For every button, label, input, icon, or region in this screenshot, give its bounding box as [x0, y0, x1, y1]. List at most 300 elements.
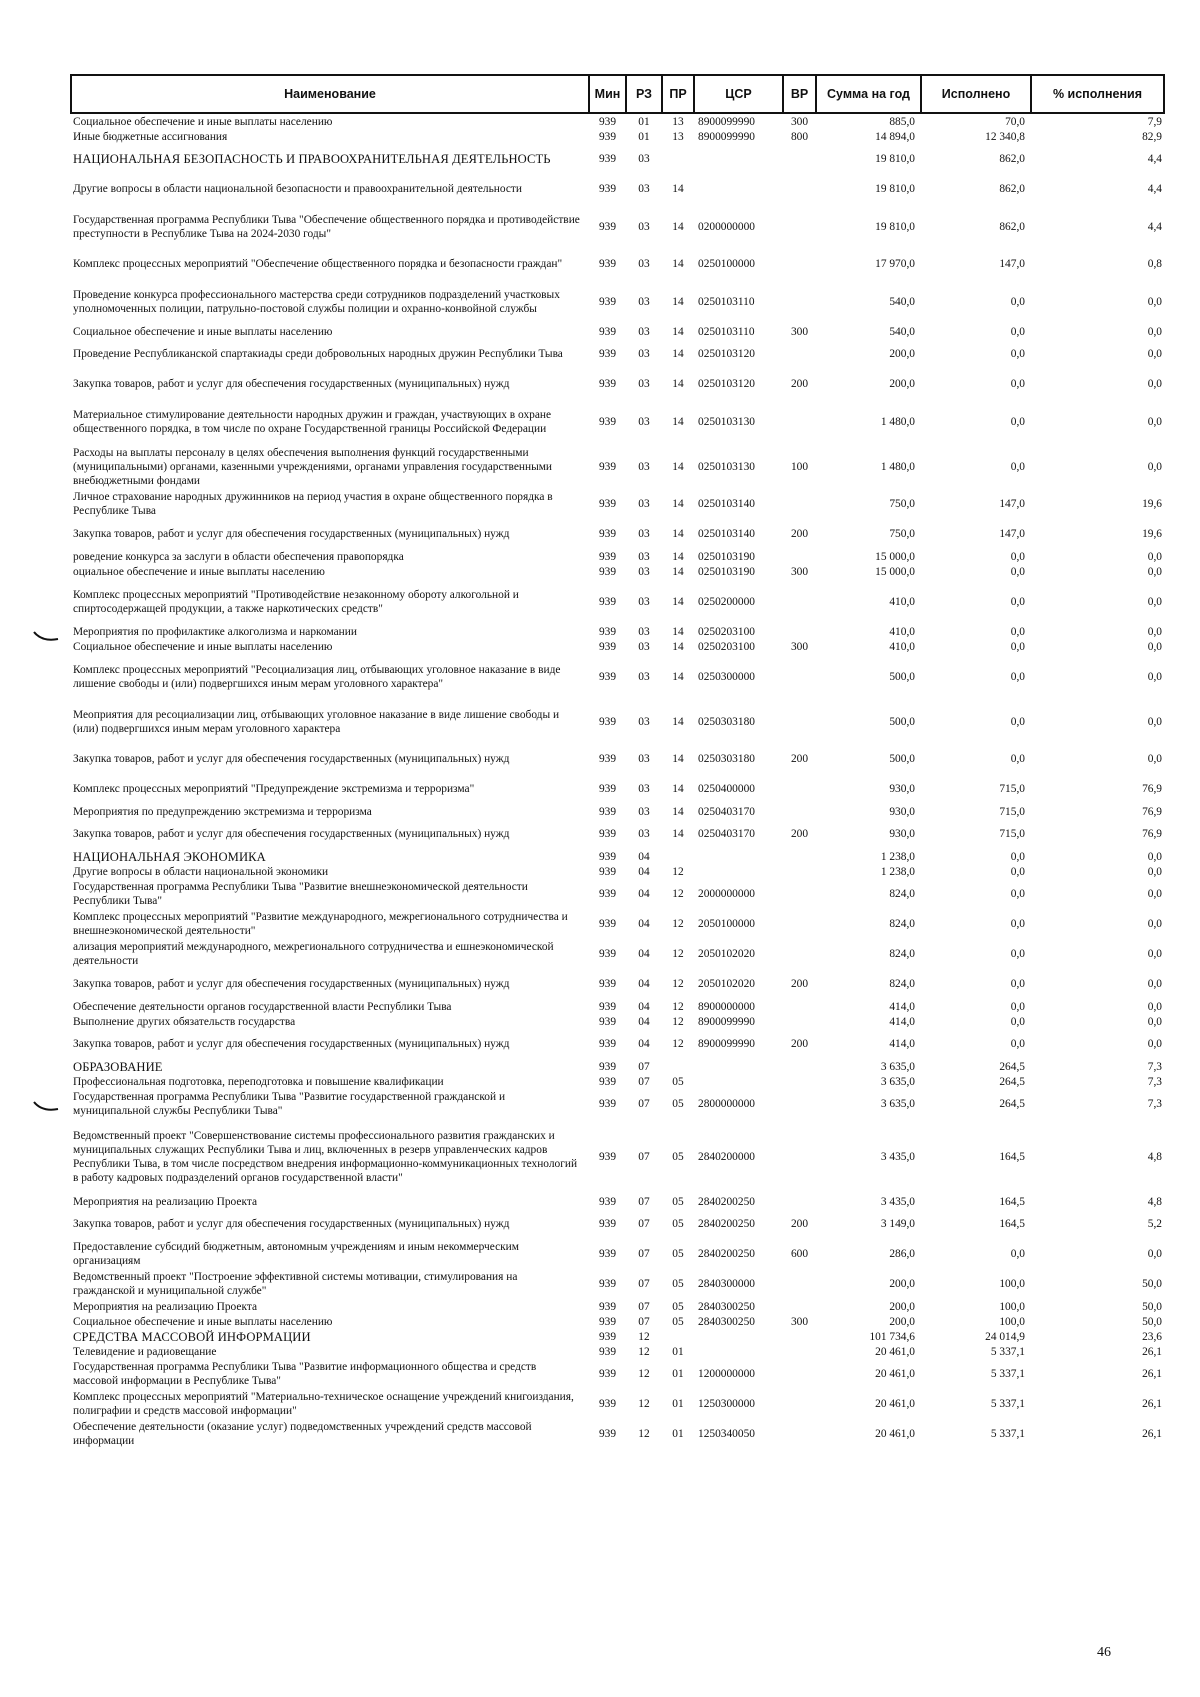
row-min: 939: [598, 753, 617, 765]
row-rz: 07: [638, 1315, 650, 1328]
row-min: 939: [598, 918, 617, 930]
row-vr: [783, 339, 816, 369]
row-name: НАЦИОНАЛЬНАЯ БЕЗОПАСНОСТЬ И ПРАВООХРАНИТЕЛЬНАЯ ДЕЯТЕЛЬНОСТЬ: [73, 152, 551, 166]
row-min: 939: [598, 1075, 617, 1088]
row-vr: [783, 1344, 816, 1359]
row-name: Комплекс процессных мероприятий "Противодействие незаконному обороту алкогольной и спиртосодержащей продукции, а также наркотических средств": [73, 588, 519, 615]
row-vr: [783, 1194, 816, 1209]
row-pr: 01: [672, 1345, 684, 1358]
row-csr: [694, 1329, 783, 1344]
row-name: Закупка товаров, работ и услуг для обеспечения государственных (муниципальных) нужд: [73, 753, 510, 765]
row-executed: 5 337,1: [990, 1368, 1025, 1380]
table-row: [71, 1329, 1164, 1344]
row-name: оциальное обеспечение и иные выплаты населению: [73, 565, 325, 578]
row-executed: 0,0: [1010, 295, 1025, 308]
row-pr: 05: [672, 1278, 684, 1290]
row-csr: 8900099990: [698, 115, 755, 128]
row-csr: 0250103110: [698, 325, 755, 338]
row-vr: 200: [790, 978, 809, 990]
row-pr: 14: [672, 805, 684, 818]
row-executed: 147,0: [999, 498, 1025, 510]
row-sum: 15 000,0: [875, 565, 915, 578]
row-rz: 04: [638, 865, 650, 878]
row-percent: 0,0: [1147, 1038, 1162, 1050]
row-rz: 01: [638, 115, 650, 128]
row-vr: [783, 144, 816, 174]
budget-execution-table: [70, 74, 1165, 1449]
row-name: ализация мероприятий международного, межрегионального сотрудничества и ешнеэкономической деятельности: [73, 941, 554, 967]
row-min: 939: [598, 850, 617, 863]
row-percent: 0,0: [1147, 850, 1162, 863]
row-sum: 410,0: [889, 640, 915, 653]
row-sum: 750,0: [889, 528, 915, 540]
row-vr: [783, 279, 816, 324]
table-row: [71, 399, 1164, 444]
row-name: Социальное обеспечение и иные выплаты населению: [73, 640, 333, 653]
row-csr: [694, 1059, 783, 1074]
table-row: [71, 249, 1164, 279]
row-rz: 03: [638, 753, 650, 765]
row-vr: 100: [790, 460, 809, 473]
row-sum: 20 461,0: [875, 1345, 915, 1358]
row-percent: 50,0: [1142, 1278, 1162, 1290]
row-min: 939: [598, 460, 617, 473]
row-executed: 0,0: [1010, 640, 1025, 653]
row-executed: 0,0: [1010, 325, 1025, 338]
row-name: ОБРАЗОВАНИЕ: [73, 1059, 163, 1074]
row-percent: 0,0: [1147, 670, 1162, 683]
row-name: Государственная программа Республики Тыва "Развитие внешнеэкономической деятельности Республики Тыва": [73, 881, 528, 907]
row-executed: 5 337,1: [990, 1345, 1025, 1358]
row-vr: 300: [790, 1315, 809, 1328]
row-pr: 12: [672, 978, 684, 990]
row-name: Мероприятия по предупреждению экстремизма и терроризма: [73, 805, 372, 818]
row-vr: 300: [790, 640, 809, 653]
table-row: [71, 579, 1164, 624]
row-executed: 715,0: [999, 783, 1025, 795]
row-sum: 19 810,0: [875, 153, 915, 165]
row-name: Мероприятия на реализацию Проекта: [73, 1300, 258, 1313]
row-vr: [783, 849, 816, 864]
row-pr: 14: [672, 258, 684, 270]
row-pr: 14: [672, 550, 684, 563]
row-pr: 05: [672, 1248, 684, 1260]
row-percent: 19,6: [1142, 528, 1162, 540]
row-executed: 147,0: [999, 528, 1025, 540]
row-percent: 0,0: [1147, 1248, 1162, 1260]
row-name: Социальное обеспечение и иные выплаты населению: [73, 1315, 333, 1328]
row-percent: 82,9: [1142, 130, 1162, 143]
row-csr: 1250340050: [698, 1428, 755, 1440]
row-csr: 2800000000: [698, 1098, 755, 1110]
table-row: [71, 1119, 1164, 1194]
row-vr: [783, 879, 816, 909]
row-csr: 0250300000: [698, 670, 755, 683]
table-row: [71, 324, 1164, 339]
row-pr: 14: [672, 528, 684, 540]
row-sum: 500,0: [889, 715, 915, 728]
table-row: [71, 549, 1164, 564]
row-rz: 03: [638, 528, 650, 540]
row-name: Комплекс процессных мероприятий "Развитие международного, межрегионального сотрудничества и внешнеэкономической деятельности": [73, 911, 568, 937]
row-vr: [783, 999, 816, 1014]
row-csr: 8900099990: [698, 1038, 755, 1050]
row-percent: 7,9: [1147, 115, 1162, 128]
table-row: [71, 804, 1164, 819]
row-name: Другие вопросы в области национальной экономики: [73, 865, 329, 878]
row-name: Ведомственный проект "Совершенствование системы профессионального развития гражданских и муниципальных служащих Республики Тыва и лиц, включенных в резерв управленческих кадров Республики Тыва, в том числе посредством внедрения информационно-коммуникационных технологий в работу кадровых подразделений органов государственной власти": [73, 1129, 578, 1184]
row-percent: 4,8: [1147, 1150, 1162, 1163]
row-executed: 164,5: [999, 1150, 1025, 1163]
row-percent: 50,0: [1142, 1315, 1162, 1328]
row-rz: 07: [638, 1150, 650, 1163]
row-pr: 14: [672, 783, 684, 795]
table-row: [71, 654, 1164, 699]
row-executed: 70,0: [1005, 115, 1025, 128]
row-sum: 410,0: [889, 595, 915, 608]
row-rz: 12: [638, 1398, 650, 1410]
row-min: 939: [598, 783, 617, 795]
row-percent: 7,3: [1147, 1075, 1162, 1088]
row-rz: 07: [638, 1060, 650, 1073]
row-pr: 12: [672, 1038, 684, 1050]
row-executed: 264,5: [999, 1060, 1025, 1073]
row-vr: [783, 489, 816, 519]
row-csr: 0250103120: [698, 348, 755, 360]
row-pr: 05: [672, 1195, 684, 1208]
row-executed: 0,0: [1010, 348, 1025, 360]
row-executed: 0,0: [1010, 865, 1025, 878]
row-executed: 0,0: [1010, 550, 1025, 563]
header-csr: ЦСР: [694, 75, 783, 113]
row-sum: 20 461,0: [875, 1368, 915, 1380]
row-vr: 300: [790, 325, 809, 338]
row-pr: 14: [672, 183, 684, 195]
row-pr: 05: [672, 1300, 684, 1313]
row-percent: 0,0: [1147, 595, 1162, 608]
row-rz: 03: [638, 415, 650, 428]
row-pr: 14: [672, 670, 684, 683]
table-row: [71, 1419, 1164, 1449]
row-csr: 1200000000: [698, 1368, 755, 1380]
row-percent: 76,9: [1142, 783, 1162, 795]
row-sum: 200,0: [889, 378, 915, 390]
row-rz: 12: [638, 1428, 650, 1440]
row-min: 939: [598, 378, 617, 390]
row-percent: 0,0: [1147, 325, 1162, 338]
row-name: Социальное обеспечение и иные выплаты населению: [73, 115, 333, 128]
row-sum: 19 810,0: [875, 183, 915, 195]
row-csr: 0250303180: [698, 715, 755, 728]
row-min: 939: [598, 565, 617, 578]
row-rz: 07: [638, 1300, 650, 1313]
row-sum: 3 635,0: [880, 1098, 915, 1110]
row-vr: [783, 549, 816, 564]
table-row: [71, 1059, 1164, 1074]
row-executed: 0,0: [1010, 415, 1025, 428]
row-rz: 04: [638, 850, 650, 863]
row-sum: 200,0: [889, 1315, 915, 1328]
row-percent: 7,3: [1147, 1060, 1162, 1073]
row-csr: 8900099990: [698, 1015, 755, 1028]
row-min: 939: [598, 1098, 617, 1110]
table-row: [71, 939, 1164, 969]
row-pr: 12: [672, 918, 684, 930]
row-sum: 930,0: [889, 783, 915, 795]
row-rz: 04: [638, 888, 650, 900]
table-row: [71, 969, 1164, 999]
row-executed: 0,0: [1010, 1248, 1025, 1260]
row-csr: 0250103190: [698, 565, 755, 578]
row-pr: 14: [672, 640, 684, 653]
row-vr: 200: [790, 378, 809, 390]
row-min: 939: [598, 670, 617, 683]
row-executed: 12 340,8: [985, 130, 1025, 143]
table-header: [71, 75, 1164, 113]
row-min: 939: [598, 550, 617, 563]
row-pr: 14: [672, 220, 684, 233]
row-csr: 0250100000: [698, 258, 755, 270]
row-executed: 0,0: [1010, 565, 1025, 578]
row-name: Материальное стимулирование деятельности народных дружин и граждан, участвующих в охране общественного порядка, в том числе по охране Государственной границы Российской Федерации: [73, 408, 552, 435]
row-csr: 0250103190: [698, 550, 755, 563]
row-csr: 2840300250: [698, 1300, 755, 1313]
row-csr: 2840200250: [698, 1195, 755, 1208]
row-min: 939: [598, 948, 617, 960]
row-min: 939: [598, 1195, 617, 1208]
row-executed: 0,0: [1010, 1038, 1025, 1050]
row-name: Социальное обеспечение и иные выплаты населению: [73, 325, 333, 338]
table-row: [71, 1314, 1164, 1329]
row-sum: 1 480,0: [880, 460, 915, 473]
row-vr: [783, 1359, 816, 1389]
table-row: [71, 369, 1164, 399]
table-row: [71, 1074, 1164, 1089]
row-sum: 286,0: [889, 1248, 915, 1260]
row-percent: 4,4: [1147, 220, 1162, 233]
row-min: 939: [598, 1218, 617, 1230]
row-sum: 200,0: [889, 1300, 915, 1313]
table-row: [71, 444, 1164, 489]
row-vr: [783, 1389, 816, 1419]
row-pr: 05: [672, 1075, 684, 1088]
row-percent: 0,0: [1147, 460, 1162, 473]
row-csr: 2000000000: [698, 888, 755, 900]
row-pr: 05: [672, 1098, 684, 1110]
row-sum: 200,0: [889, 348, 915, 360]
table-row: [71, 999, 1164, 1014]
row-vr: [783, 1074, 816, 1089]
row-pr: 14: [672, 753, 684, 765]
row-vr: 200: [790, 528, 809, 540]
row-rz: 03: [638, 640, 650, 653]
row-vr: [783, 804, 816, 819]
row-min: 939: [598, 1368, 617, 1380]
row-rz: 12: [638, 1330, 650, 1343]
row-name: Закупка товаров, работ и услуг для обеспечения государственных (муниципальных) нужд: [73, 1038, 510, 1050]
row-executed: 100,0: [999, 1315, 1025, 1328]
row-sum: 17 970,0: [875, 258, 915, 270]
row-sum: 19 810,0: [875, 220, 915, 233]
row-name: Проведение конкурса профессионального мастерства среди сотрудников подразделений участковых уполномоченных полиции, патрульно-постовой службы полиции и охранно-конвойной службы: [73, 288, 560, 315]
row-sum: 3 149,0: [880, 1218, 915, 1230]
row-sum: 750,0: [889, 498, 915, 510]
row-name: Закупка товаров, работ и услуг для обеспечения государственных (муниципальных) нужд: [73, 978, 510, 990]
row-name: Закупка товаров, работ и услуг для обеспечения государственных (муниципальных) нужд: [73, 378, 510, 390]
table-row: [71, 204, 1164, 249]
row-vr: [783, 1119, 816, 1194]
row-name: Меоприятия для ресоциализации лиц, отбывающих уголовное наказание в виде лишение свободы и (или) подвергшихся иным мерам уголовного характера: [73, 708, 560, 735]
table-row: [71, 879, 1164, 909]
table-row: [71, 489, 1164, 519]
row-executed: 862,0: [999, 153, 1025, 165]
row-vr: [783, 1299, 816, 1314]
table-row: [71, 639, 1164, 654]
table-row: [71, 129, 1164, 144]
row-name: Государственная программа Республики Тыва "Развитие информационного общества и средств массовой информации в Республике Тыва": [73, 1361, 537, 1387]
row-sum: 824,0: [889, 948, 915, 960]
row-vr: [783, 204, 816, 249]
header-vr: ВР: [783, 75, 816, 113]
row-pr: 05: [672, 1218, 684, 1230]
row-vr: [783, 1419, 816, 1449]
row-csr: 0250200000: [698, 595, 755, 608]
row-pr: [662, 1329, 694, 1344]
row-pr: 14: [672, 498, 684, 510]
row-sum: 20 461,0: [875, 1428, 915, 1440]
row-rz: 03: [638, 153, 650, 165]
row-executed: 0,0: [1010, 378, 1025, 390]
row-pr: 14: [672, 348, 684, 360]
row-min: 939: [598, 258, 617, 270]
row-name: Телевидение и радиовещание: [73, 1345, 217, 1358]
row-sum: 3 435,0: [880, 1195, 915, 1208]
row-percent: 76,9: [1142, 828, 1162, 840]
row-vr: [783, 1059, 816, 1074]
row-csr: [694, 849, 783, 864]
row-rz: 03: [638, 220, 650, 233]
row-csr: 2840200250: [698, 1248, 755, 1260]
row-pr: [662, 144, 694, 174]
row-pr: 14: [672, 460, 684, 473]
row-sum: 824,0: [889, 978, 915, 990]
row-csr: 0250103130: [698, 460, 755, 473]
row-rz: 03: [638, 460, 650, 473]
row-rz: 03: [638, 295, 650, 308]
row-percent: 50,0: [1142, 1300, 1162, 1313]
table-row: [71, 1389, 1164, 1419]
row-rz: 03: [638, 550, 650, 563]
row-sum: 3 635,0: [880, 1060, 915, 1073]
row-executed: 715,0: [999, 828, 1025, 840]
row-rz: 03: [638, 183, 650, 195]
row-executed: 24 014,9: [985, 1330, 1025, 1343]
row-executed: 715,0: [999, 805, 1025, 818]
row-name: Ведомственный проект "Построение эффективной системы мотивации, стимулирования на гражданской и муниципальной службе": [73, 1271, 518, 1297]
header-rz: РЗ: [626, 75, 662, 113]
table-row: [71, 174, 1164, 204]
row-sum: 15 000,0: [875, 550, 915, 563]
row-percent: 7,3: [1147, 1098, 1162, 1110]
row-csr: 0250400000: [698, 783, 755, 795]
row-min: 939: [598, 528, 617, 540]
row-pr: [662, 1059, 694, 1074]
row-sum: 14 894,0: [875, 130, 915, 143]
row-rz: 03: [638, 325, 650, 338]
table-row: [71, 339, 1164, 369]
row-pr: 14: [672, 625, 684, 638]
table-row: [71, 144, 1164, 174]
table-row: [71, 849, 1164, 864]
row-name: Профессиональная подготовка, переподготовка и повышение квалификации: [73, 1075, 444, 1088]
row-sum: 414,0: [889, 1038, 915, 1050]
row-pr: 05: [672, 1315, 684, 1328]
row-rz: 03: [638, 625, 650, 638]
row-pr: 14: [672, 565, 684, 578]
row-vr: 300: [790, 115, 809, 128]
row-rz: 07: [638, 1248, 650, 1260]
row-pr: 14: [672, 415, 684, 428]
row-executed: 164,5: [999, 1195, 1025, 1208]
row-name: Комплекс процессных мероприятий "Обеспечение общественного порядка и безопасности граждан": [73, 258, 563, 270]
table-row: [71, 1209, 1164, 1239]
row-name: Закупка товаров, работ и услуг для обеспечения государственных (муниципальных) нужд: [73, 528, 510, 540]
header-percent: % исполнения: [1031, 75, 1164, 113]
row-min: 939: [598, 828, 617, 840]
table-row: [71, 909, 1164, 939]
row-min: 939: [598, 1398, 617, 1410]
row-min: 939: [598, 348, 617, 360]
row-pr: 14: [672, 828, 684, 840]
row-pr: 01: [672, 1398, 684, 1410]
row-sum: 1 480,0: [880, 415, 915, 428]
row-executed: 862,0: [999, 183, 1025, 195]
row-csr: 0250403170: [698, 805, 755, 818]
row-executed: 0,0: [1010, 978, 1025, 990]
row-min: 939: [598, 1330, 617, 1343]
row-rz: 03: [638, 258, 650, 270]
row-percent: 0,0: [1147, 918, 1162, 930]
row-pr: 14: [672, 595, 684, 608]
row-min: 939: [598, 1150, 617, 1163]
row-vr: 200: [790, 753, 809, 765]
row-percent: 0,0: [1147, 348, 1162, 360]
row-rz: 03: [638, 805, 650, 818]
row-min: 939: [598, 1000, 617, 1013]
row-name: НАЦИОНАЛЬНАЯ ЭКОНОМИКА: [73, 849, 266, 864]
row-min: 939: [598, 295, 617, 308]
row-pr: 12: [672, 888, 684, 900]
row-sum: 500,0: [889, 670, 915, 683]
row-min: 939: [598, 1248, 617, 1260]
row-sum: 20 461,0: [875, 1398, 915, 1410]
row-sum: 3 635,0: [880, 1075, 915, 1088]
row-percent: 0,0: [1147, 625, 1162, 638]
row-min: 939: [598, 1300, 617, 1313]
table-body: [71, 113, 1164, 1449]
row-sum: 101 734,6: [869, 1330, 915, 1343]
row-percent: 26,1: [1142, 1398, 1162, 1410]
row-name: Расходы на выплаты персоналу в целях обеспечения выполнения функций государственными (муниципальными) органами, казенными учреждениями, органами управления государственными внебюджетными фондами: [73, 446, 553, 487]
row-vr: [783, 174, 816, 204]
row-name: роведение конкурса за заслуги в области обеспечения правопорядка: [73, 550, 404, 563]
row-executed: 0,0: [1010, 948, 1025, 960]
row-percent: 26,1: [1142, 1368, 1162, 1380]
row-pr: 14: [672, 325, 684, 338]
row-csr: 0250103120: [698, 378, 755, 390]
table-row: [71, 1344, 1164, 1359]
row-csr: 0200000000: [698, 220, 755, 233]
